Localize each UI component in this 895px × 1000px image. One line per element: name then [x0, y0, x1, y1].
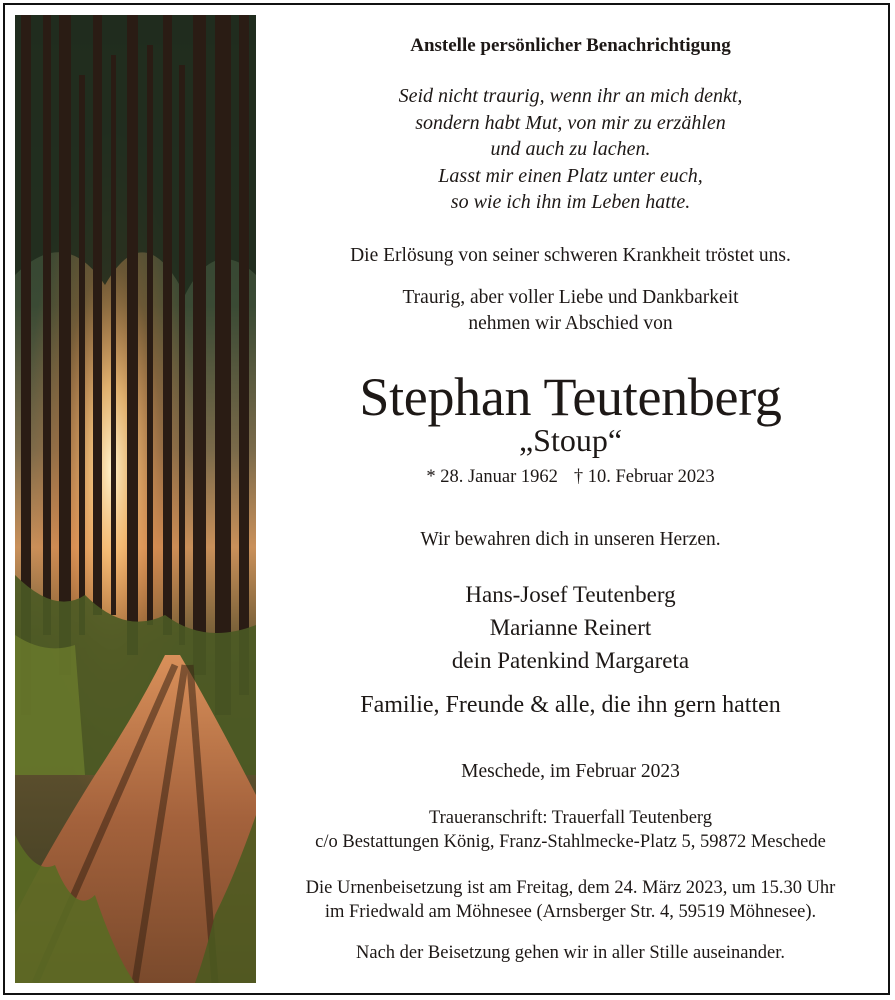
death-date: † 10. Februar 2023: [573, 467, 715, 487]
poem-line: Seid nicht traurig, wenn ihr an mich denkt,: [398, 85, 743, 107]
address-line: Traueranschrift: Trauerfall Teutenberg: [429, 808, 712, 828]
mourners-list: [268, 578, 873, 677]
hearts-line: Wir bewahren dich in unseren Herzen.: [420, 529, 721, 550]
mourner: dein Patenkind Margareta: [451, 648, 690, 673]
mourners-group: Familie, Freunde & alle, die ihn gern hatten: [360, 692, 781, 718]
forest-illustration: [15, 15, 256, 983]
life-dates: [268, 467, 873, 488]
relief-line: Die Erlösung von seiner schweren Krankheit tröstet uns.: [350, 245, 791, 266]
address-line: c/o Bestattungen König, Franz-Stahlmecke-Platz 5, 59872 Meschede: [315, 832, 826, 852]
deceased-name: Stephan Teutenberg: [359, 367, 782, 427]
place-date: Meschede, im Februar 2023: [461, 761, 680, 782]
farewell-line: Traurig, aber voller Liebe und Dankbarkeit: [402, 287, 739, 308]
mourner: Hans-Josef Teutenberg: [465, 582, 676, 607]
farewell-text: [268, 285, 873, 337]
forest-path-photo: [15, 15, 256, 983]
birth-date: * 28. Januar 1962: [426, 467, 558, 487]
poem-line: und auch zu lachen.: [490, 138, 651, 160]
farewell-line: nehmen wir Abschied von: [468, 313, 673, 334]
ceremony-info: [268, 876, 873, 924]
ceremony-line: Die Urnenbeisetzung ist am Freitag, dem 24. März 2023, um 15.30 Uhr: [305, 878, 836, 898]
poem-line: Lasst mir einen Platz unter euch,: [438, 164, 703, 187]
closing-line: Nach der Beisetzung gehen wir in aller Stille auseinander.: [356, 943, 785, 963]
poem-line: sondern habt Mut, von mir zu erzählen: [415, 111, 726, 134]
intro-heading: Anstelle persönlicher Benachrichtigung: [410, 35, 731, 56]
ceremony-line: im Friedwald am Möhnesee (Arnsberger Str. 4, 59519 Möhnesee).: [324, 902, 817, 922]
mourning-address: [268, 806, 873, 854]
poem-line: so wie ich ihn im Leben hatte.: [450, 191, 691, 213]
deceased-nickname: „Stoup“: [518, 422, 623, 458]
mourner: Marianne Reinert: [489, 615, 652, 640]
poem: [268, 83, 873, 216]
